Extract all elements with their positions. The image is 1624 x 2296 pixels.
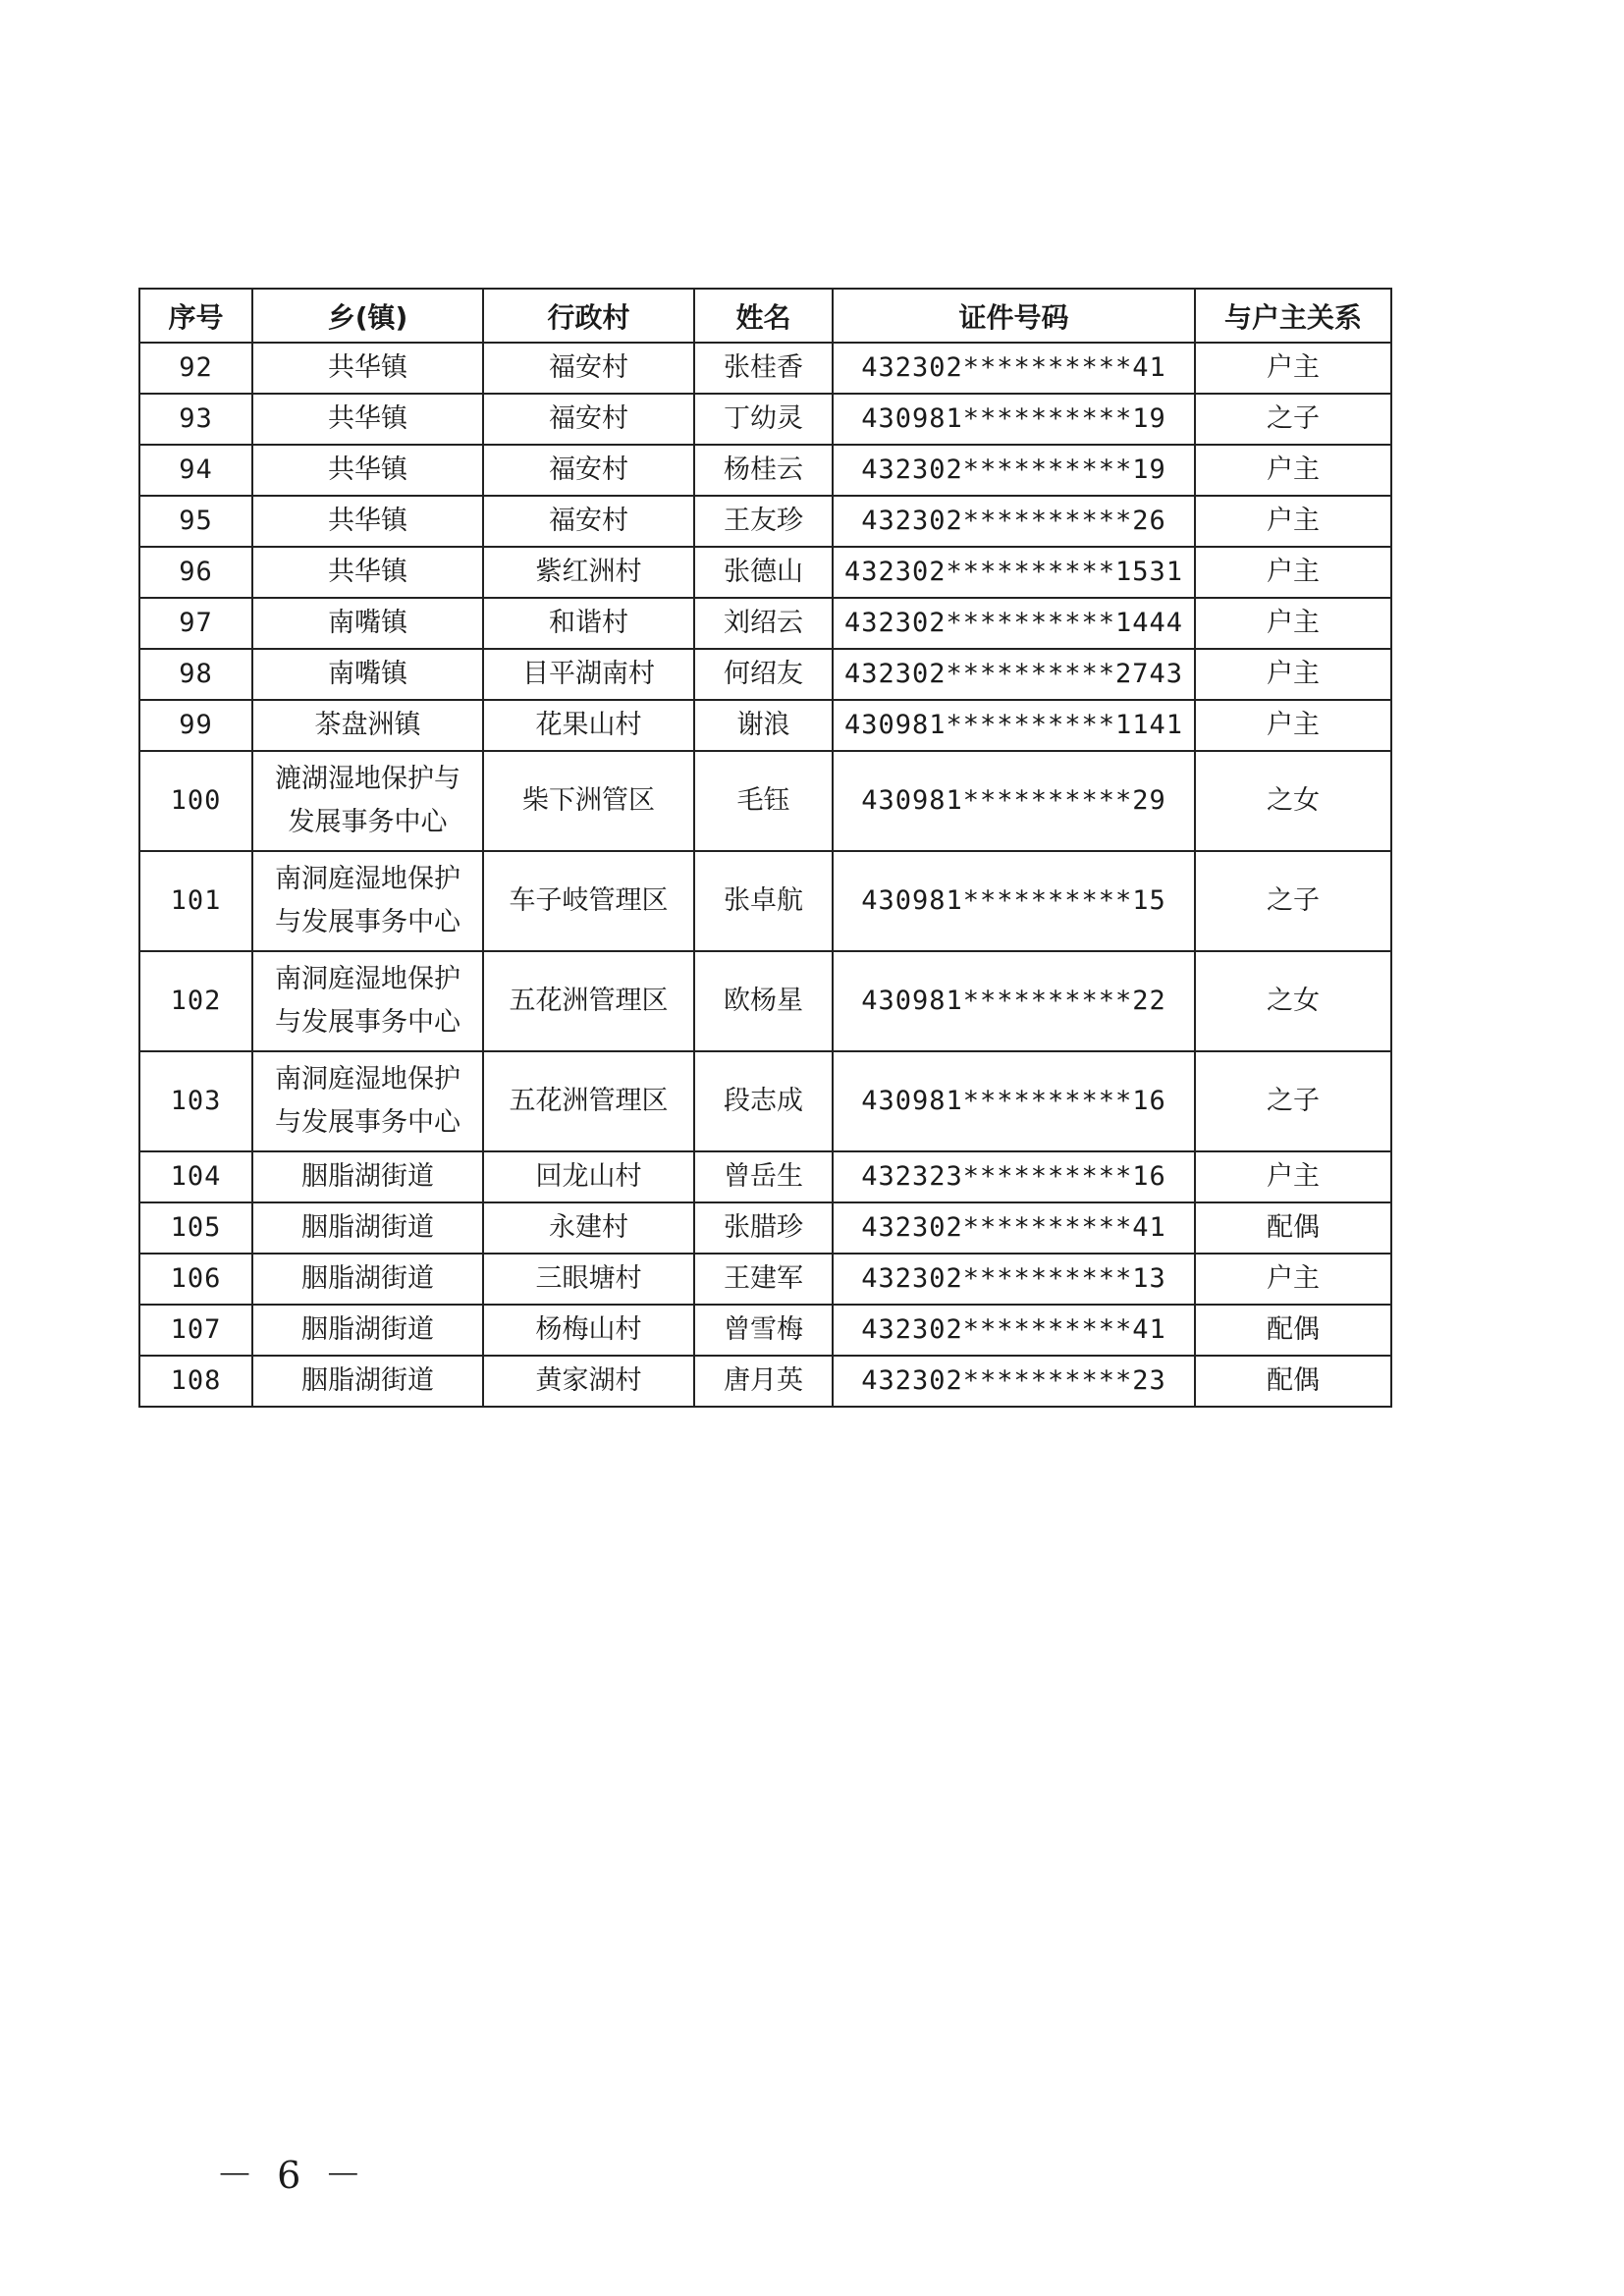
cell-village: 福安村: [483, 343, 694, 394]
cell-relation: 之子: [1195, 851, 1391, 951]
cell-relation: 户主: [1195, 496, 1391, 547]
cell-town: 共华镇: [252, 343, 483, 394]
table-row: [139, 394, 1391, 445]
cell-town-line: 与发展事务中心: [275, 1007, 460, 1038]
table-row: [139, 1051, 1391, 1151]
cell-village: 和谐村: [483, 598, 694, 649]
table-header-row: [139, 289, 1391, 343]
cell-id-number: 432302**********1444: [833, 598, 1195, 649]
cell-relation: 户主: [1195, 598, 1391, 649]
cell-name: 欧杨星: [694, 951, 833, 1051]
header-seq: 序号: [139, 289, 252, 343]
cell-id-number: 430981**********29: [833, 751, 1195, 851]
cell-relation: 户主: [1195, 1151, 1391, 1202]
cell-seq: 98: [139, 649, 252, 700]
table-row: [139, 649, 1391, 700]
cell-village: 杨梅山村: [483, 1305, 694, 1356]
cell-town: 南嘴镇: [252, 649, 483, 700]
cell-village: 三眼塘村: [483, 1254, 694, 1305]
cell-seq: 99: [139, 700, 252, 751]
cell-seq: 93: [139, 394, 252, 445]
cell-town-line: 与发展事务中心: [275, 907, 460, 937]
cell-town: 共华镇: [252, 394, 483, 445]
cell-name: 张腊珍: [694, 1202, 833, 1254]
cell-town-line: 漉湖湿地保护与: [275, 764, 460, 794]
header-town: 乡(镇): [252, 289, 483, 343]
cell-name: 杨桂云: [694, 445, 833, 496]
cell-seq: 107: [139, 1305, 252, 1356]
cell-seq: 104: [139, 1151, 252, 1202]
cell-town: [252, 751, 483, 851]
cell-village: 福安村: [483, 394, 694, 445]
cell-relation: 户主: [1195, 445, 1391, 496]
cell-town: 胭脂湖街道: [252, 1254, 483, 1305]
cell-village: 车子岐管理区: [483, 851, 694, 951]
cell-village: 福安村: [483, 496, 694, 547]
cell-name: 王建军: [694, 1254, 833, 1305]
cell-seq: 101: [139, 851, 252, 951]
table-row: [139, 951, 1391, 1051]
table-row: [139, 700, 1391, 751]
cell-village: 五花洲管理区: [483, 951, 694, 1051]
header-relation: 与户主关系: [1195, 289, 1391, 343]
cell-village: 五花洲管理区: [483, 1051, 694, 1151]
cell-id-number: 430981**********22: [833, 951, 1195, 1051]
cell-name: 何绍友: [694, 649, 833, 700]
cell-name: 王友珍: [694, 496, 833, 547]
cell-id-number: 432302**********41: [833, 343, 1195, 394]
cell-town: 胭脂湖街道: [252, 1305, 483, 1356]
cell-name: 张德山: [694, 547, 833, 598]
cell-seq: 105: [139, 1202, 252, 1254]
table-row: [139, 1202, 1391, 1254]
cell-relation: 之女: [1195, 751, 1391, 851]
cell-seq: 97: [139, 598, 252, 649]
cell-id-number: 430981**********1141: [833, 700, 1195, 751]
table-row: [139, 1305, 1391, 1356]
cell-name: 谢浪: [694, 700, 833, 751]
cell-town-line: 与发展事务中心: [275, 1107, 460, 1138]
cell-village: 柴下洲管区: [483, 751, 694, 851]
cell-town-line: 南洞庭湿地保护: [275, 964, 460, 994]
cell-id-number: 432302**********19: [833, 445, 1195, 496]
cell-town-line: 南洞庭湿地保护: [275, 1064, 460, 1095]
header-name: 姓名: [694, 289, 833, 343]
table-row: [139, 751, 1391, 851]
page-number: － 6 －: [216, 2154, 368, 2197]
cell-relation: 配偶: [1195, 1305, 1391, 1356]
table-row: [139, 343, 1391, 394]
cell-town: 共华镇: [252, 445, 483, 496]
cell-name: 刘绍云: [694, 598, 833, 649]
table-row: [139, 1356, 1391, 1407]
cell-id-number: 432302**********2743: [833, 649, 1195, 700]
cell-seq: 95: [139, 496, 252, 547]
cell-id-number: 430981**********15: [833, 851, 1195, 951]
cell-village: 回龙山村: [483, 1151, 694, 1202]
cell-relation: 配偶: [1195, 1356, 1391, 1407]
roster-table: [138, 288, 1392, 1408]
cell-id-number: 432302**********26: [833, 496, 1195, 547]
cell-village: 目平湖南村: [483, 649, 694, 700]
table-row: [139, 496, 1391, 547]
cell-id-number: 432302**********41: [833, 1305, 1195, 1356]
cell-town: 共华镇: [252, 547, 483, 598]
cell-town: 共华镇: [252, 496, 483, 547]
cell-id-number: 432323**********16: [833, 1151, 1195, 1202]
cell-seq: 108: [139, 1356, 252, 1407]
cell-town: [252, 851, 483, 951]
cell-town: 胭脂湖街道: [252, 1356, 483, 1407]
cell-village: 紫红洲村: [483, 547, 694, 598]
cell-town: 胭脂湖街道: [252, 1202, 483, 1254]
table-row: [139, 445, 1391, 496]
cell-relation: 之子: [1195, 1051, 1391, 1151]
cell-seq: 106: [139, 1254, 252, 1305]
cell-id-number: 430981**********19: [833, 394, 1195, 445]
cell-village: 花果山村: [483, 700, 694, 751]
cell-relation: 户主: [1195, 649, 1391, 700]
cell-village: 永建村: [483, 1202, 694, 1254]
table-row: [139, 1151, 1391, 1202]
cell-name: 张桂香: [694, 343, 833, 394]
cell-name: 曾岳生: [694, 1151, 833, 1202]
cell-village: 黄家湖村: [483, 1356, 694, 1407]
cell-town-line: 南洞庭湿地保护: [275, 864, 460, 894]
cell-name: 张卓航: [694, 851, 833, 951]
cell-relation: 户主: [1195, 1254, 1391, 1305]
cell-id-number: 432302**********23: [833, 1356, 1195, 1407]
table-row: [139, 1254, 1391, 1305]
cell-town: 茶盘洲镇: [252, 700, 483, 751]
cell-relation: 之子: [1195, 394, 1391, 445]
cell-seq: 94: [139, 445, 252, 496]
cell-name: 曾雪梅: [694, 1305, 833, 1356]
cell-relation: 户主: [1195, 547, 1391, 598]
table-row: [139, 851, 1391, 951]
cell-relation: 户主: [1195, 700, 1391, 751]
cell-name: 毛钰: [694, 751, 833, 851]
cell-id-number: 430981**********16: [833, 1051, 1195, 1151]
cell-id-number: 432302**********1531: [833, 547, 1195, 598]
cell-town: [252, 951, 483, 1051]
cell-name: 段志成: [694, 1051, 833, 1151]
cell-id-number: 432302**********13: [833, 1254, 1195, 1305]
cell-seq: 103: [139, 1051, 252, 1151]
cell-seq: 100: [139, 751, 252, 851]
table-row: [139, 598, 1391, 649]
header-village: 行政村: [483, 289, 694, 343]
cell-town: [252, 1051, 483, 1151]
cell-seq: 102: [139, 951, 252, 1051]
cell-name: 唐月英: [694, 1356, 833, 1407]
cell-id-number: 432302**********41: [833, 1202, 1195, 1254]
cell-relation: 配偶: [1195, 1202, 1391, 1254]
cell-name: 丁幼灵: [694, 394, 833, 445]
cell-seq: 92: [139, 343, 252, 394]
cell-town: 胭脂湖街道: [252, 1151, 483, 1202]
cell-town-line: 发展事务中心: [288, 807, 448, 837]
cell-town: 南嘴镇: [252, 598, 483, 649]
header-id-number: 证件号码: [833, 289, 1195, 343]
cell-relation: 户主: [1195, 343, 1391, 394]
cell-relation: 之女: [1195, 951, 1391, 1051]
table-row: [139, 547, 1391, 598]
cell-village: 福安村: [483, 445, 694, 496]
cell-seq: 96: [139, 547, 252, 598]
